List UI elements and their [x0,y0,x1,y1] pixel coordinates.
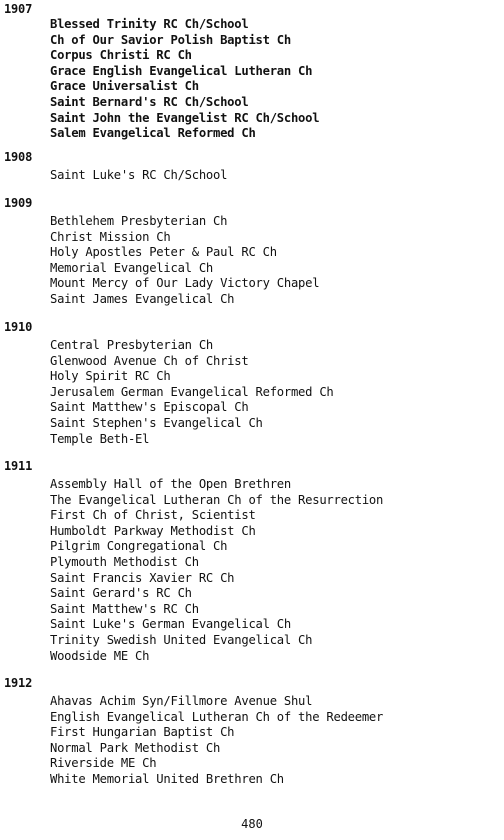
list-item: Saint James Evangelical Ch [50,291,235,306]
year-section-1910 [4,320,502,447]
list-item: Trinity Swedish United Evangelical Ch [50,632,313,647]
year-heading: 1907 [4,2,33,16]
list-item: Pilgrim Congregational Ch [50,539,228,554]
list-item: Blessed Trinity RC Ch/School [50,17,249,31]
list-item: Saint Francis Xavier RC Ch [50,570,235,585]
list-item: Saint John the Evangelist RC Ch/School [50,110,320,125]
list-item: Holy Spirit RC Ch [50,369,171,384]
list-item: Grace Universalist Ch [50,79,199,94]
list-item: Grace English Evangelical Lutheran Ch [50,63,313,78]
list-item: First Ch of Christ, Scientist [50,508,256,523]
year-heading: 1909 [4,196,33,210]
list-item: Saint Matthew's Episcopal Ch [50,400,249,415]
year-section-1912 [4,676,502,788]
list-item: First Hungarian Baptist Ch [50,725,235,740]
list-item: Riverside ME Ch [50,756,157,771]
list-item: Memorial Evangelical Ch [50,260,214,275]
year-section-1907 [4,2,502,142]
year-section-1908 [4,150,502,184]
list-item: Saint Bernard's RC Ch/School [50,94,249,109]
list-item: Salem Evangelical Reformed Ch [50,126,256,141]
entry-list [4,338,502,447]
list-item: Normal Park Methodist Ch [50,740,221,755]
list-item: Bethlehem Presbyterian Ch [50,214,228,228]
entry-list [4,477,502,664]
list-item: White Memorial United Brethren Ch [50,771,284,786]
list-item: Assembly Hall of the Open Brethren [50,477,291,491]
list-item: Ahavas Achim Syn/Fillmore Avenue Shul [50,694,313,708]
page-number: 480 [241,817,263,831]
year-heading: 1908 [4,150,33,164]
list-item: Central Presbyterian Ch [50,338,214,352]
list-item: Saint Stephen's Evangelical Ch [50,415,263,430]
list-item: Plymouth Methodist Ch [50,554,199,569]
list-item: Glenwood Avenue Ch of Christ [50,353,249,368]
year-section-1911 [4,459,502,664]
list-item: Saint Matthew's RC Ch [50,601,199,616]
list-item: Christ Mission Ch [50,229,171,244]
list-item: Holy Apostles Peter & Paul RC Ch [50,245,277,260]
year-heading: 1910 [4,320,33,334]
list-item: Ch of Our Savior Polish Baptist Ch [50,32,291,47]
year-heading: 1912 [4,676,33,690]
list-item: Temple Beth-El [50,431,150,446]
entry-list [4,214,502,308]
list-item: Mount Mercy of Our Lady Victory Chapel [50,276,320,291]
list-item: Saint Luke's German Evangelical Ch [50,617,291,632]
list-item: Saint Luke's RC Ch/School [50,168,228,182]
list-item: English Evangelical Lutheran Ch of the Redeemer [50,709,384,724]
entry-list [4,694,502,788]
list-item: Jerusalem German Evangelical Reformed Ch [50,384,334,399]
list-item: The Evangelical Lutheran Ch of the Resurrection [50,492,384,507]
year-section-1909 [4,196,502,308]
year-heading: 1911 [4,459,33,473]
entry-list [4,168,502,184]
list-item: Saint Gerard's RC Ch [50,586,192,601]
entry-list [4,17,502,142]
list-item: Humboldt Parkway Methodist Ch [50,523,256,538]
list-item: Woodside ME Ch [50,648,150,663]
list-item: Corpus Christi RC Ch [50,48,192,63]
